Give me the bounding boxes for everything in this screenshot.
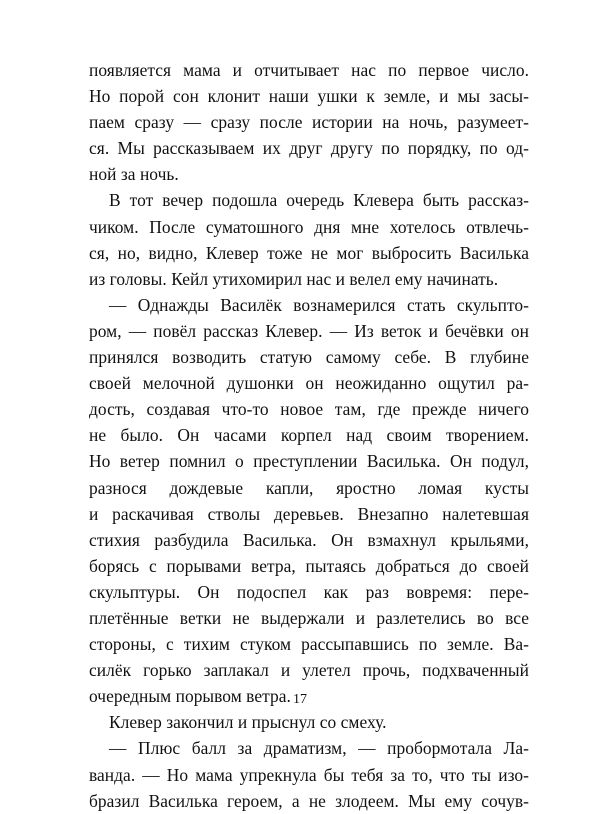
- text-line: не было. Он часами корпел над своим творением.: [89, 425, 529, 446]
- text-line: Но порой сон клонит наши ушки к земле, и мы засы-: [89, 86, 529, 107]
- text-line: ром, — повёл рассказ Клевер. — Из веток и бечёвки он: [89, 320, 529, 341]
- page-number: 17: [293, 692, 307, 707]
- text-line: и раскачивая стволы деревьев. Внезапно налетевшая: [89, 503, 529, 524]
- text-line: Но ветер помнил о преступлении Василька. Он подул,: [89, 451, 529, 472]
- text-line: дость, создавая что-то новое там, где прежде ничего: [89, 399, 529, 420]
- text-line: стихия разбудила Василька. Он взмахнул крыльями,: [89, 529, 529, 550]
- text-line: ванда. — Но мама упрекнула бы тебя за то, что ты изо-: [89, 764, 529, 785]
- text-line: паем сразу — сразу после истории на ночь, разумеет-: [89, 112, 529, 133]
- text-line: появляется мама и отчитывает нас по первое число.: [89, 60, 529, 80]
- text-line: ной за ночь.: [89, 164, 179, 185]
- text-line: — Однажды Василёк вознамерился стать скульпто-: [109, 294, 529, 315]
- text-line: борясь с порывами ветра, пытаясь добраться до своей: [89, 555, 529, 576]
- text-line: бразил Василька героем, а не злодеем. Мы ему сочув-: [89, 790, 529, 811]
- text-line: В тот вечер подошла очередь Клевера быть рассказ-: [109, 190, 529, 211]
- text-line: стороны, с тихим стуком рассыпавшись по земле. Ва-: [89, 634, 529, 655]
- text-line: Клевер закончил и прыснул со смеху.: [109, 712, 387, 733]
- text-line: ся. Мы рассказываем их друг другу по порядку, по од-: [89, 138, 529, 159]
- text-line: принялся возводить статую самому себе. В глубине: [89, 347, 529, 368]
- text-line: очередным порывом ветра.: [89, 686, 291, 707]
- text-line: чиком. После суматошного дня мне хотелось отвлечь-: [89, 216, 529, 237]
- text-line: из головы. Кейл утихомирил нас и велел ему начинать.: [89, 268, 499, 289]
- text-line: скульптуры. Он подоспел как раз вовремя: пере-: [89, 581, 529, 602]
- text-line: — Плюс балл за драматизм, — пробормотала Ла-: [109, 738, 529, 759]
- text-line: ся, но, видно, Клевер тоже не мог выбросить Василька: [89, 242, 529, 263]
- text-line: своей мелочной душонки он неожиданно ощутил ра-: [89, 373, 529, 394]
- text-line: силёк горько заплакал и улетел прочь, подхваченный: [89, 660, 529, 681]
- text-line: плетённые ветки не выдержали и разлетелись во все: [89, 607, 529, 628]
- text-line: разнося дождевые капли, яростно ломая кусты: [89, 477, 529, 498]
